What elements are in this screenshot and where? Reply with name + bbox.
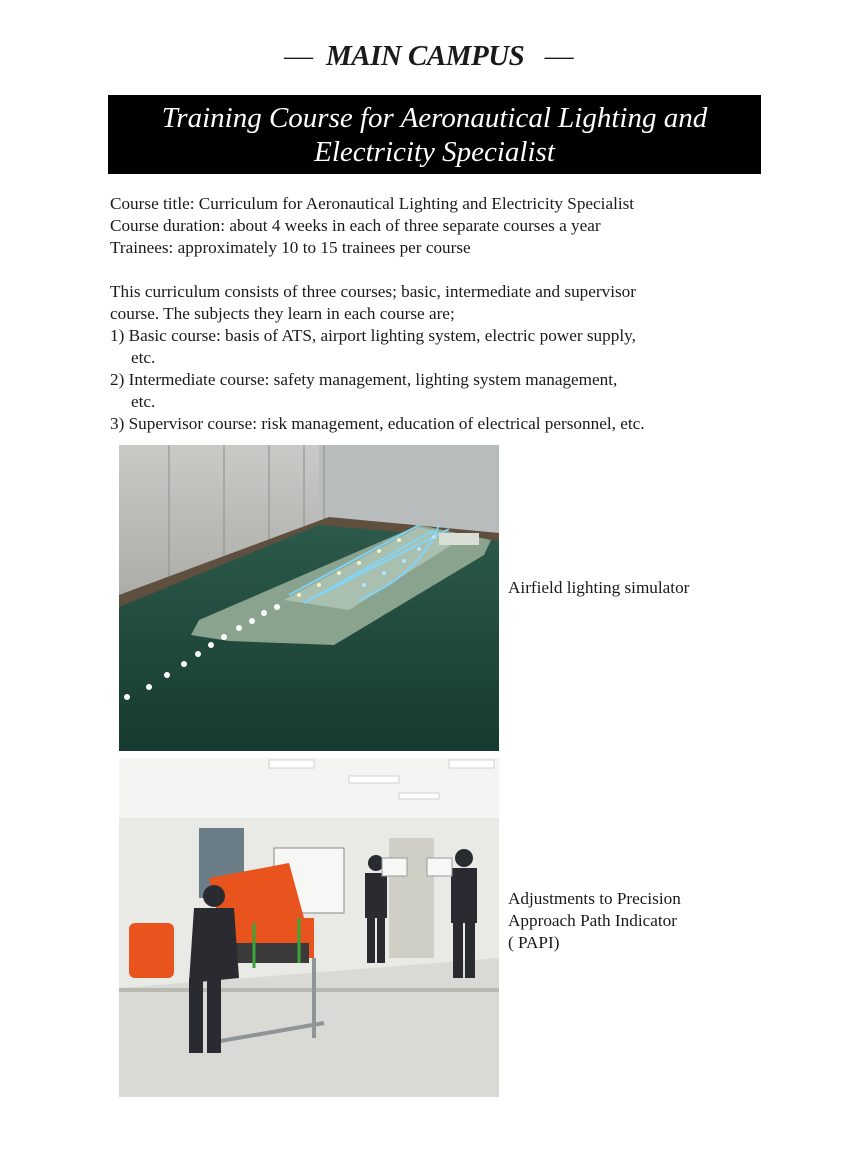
airfield-simulator-image: [119, 445, 499, 751]
trainees-line: Trainees: approximately 10 to 15 trainees per course: [110, 238, 471, 257]
heading-title: MAIN CAMPUS: [325, 40, 525, 72]
course-item-supervisor: 3) Supervisor course: risk management, education of electrical personnel, etc.: [110, 414, 645, 433]
course-item-basic: 1) Basic course: basis of ATS, airport lighting system, electric power supply,: [110, 326, 636, 345]
course-item-basic-cont: etc.: [131, 348, 156, 367]
intro-line-2: course. The subjects they learn in each course are;: [110, 304, 455, 323]
figure-2-caption-line-1: Adjustments to Precision: [508, 889, 681, 908]
course-item-intermediate: 2) Intermediate course: safety management, lighting system management,: [110, 370, 618, 389]
course-duration-line: Course duration: about 4 weeks in each of three separate courses a year: [110, 216, 601, 235]
banner-line-1: Training Course for Aeronautical Lighting and: [161, 102, 708, 134]
intro-line-1: This curriculum consists of three courses; basic, intermediate and supervisor: [110, 282, 636, 301]
papi-adjustment-image: [119, 758, 499, 1097]
airfield-simulator-photo: [119, 445, 499, 751]
banner-line-2: Electricity Specialist: [314, 136, 555, 168]
course-banner: [108, 95, 761, 174]
curriculum-description: [110, 281, 770, 435]
figure-2-caption-line-2: Approach Path Indicator: [508, 911, 677, 930]
figure-2-caption-line-3: ( PAPI): [508, 933, 560, 952]
figure-2-caption: [508, 888, 681, 954]
course-info: [110, 193, 770, 259]
heading-dash-left: —: [283, 40, 313, 72]
course-item-intermediate-cont: etc.: [131, 392, 156, 411]
heading-dash-right: —: [544, 40, 574, 72]
page-heading: [0, 40, 857, 73]
figure-1-caption: Airfield lighting simulator: [508, 578, 690, 597]
papi-adjustment-photo: [119, 758, 499, 1097]
course-title-line: Course title: Curriculum for Aeronautical Lighting and Electricity Specialist: [110, 194, 635, 213]
